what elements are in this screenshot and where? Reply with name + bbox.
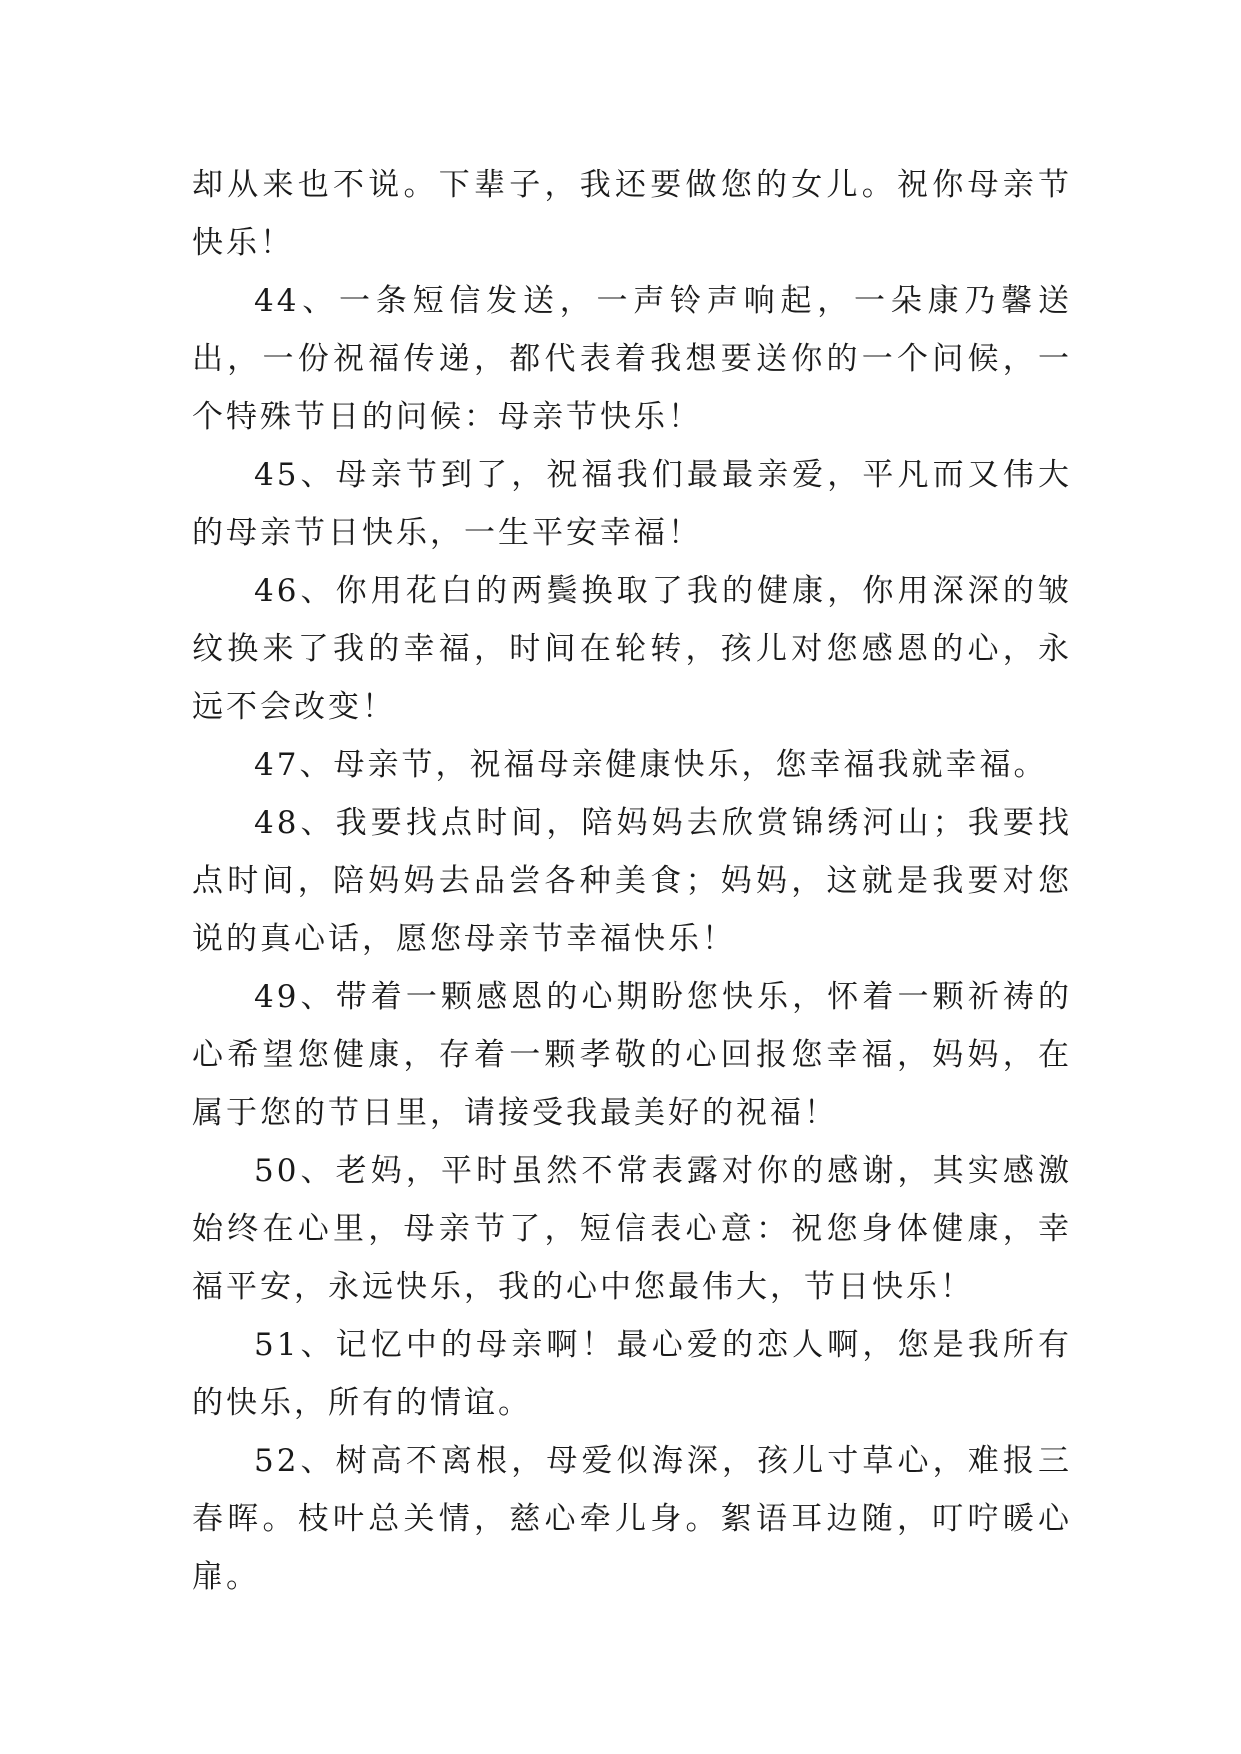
- paragraph-item-49: 49、带着一颗感恩的心期盼您快乐，怀着一颗祈祷的心希望您健康，存着一颗孝敬的心回报您幸福，妈妈，在属于您的节日里，请接受我最美好的祝福！: [192, 979, 1072, 1131]
- paragraph-item-47: 47、母亲节，祝福母亲健康快乐，您幸福我就幸福。: [254, 747, 1048, 783]
- document-body: [192, 156, 1072, 1606]
- paragraph-item-51: 51、记忆中的母亲啊！最心爱的恋人啊，您是我所有的快乐，所有的情谊。: [192, 1327, 1072, 1421]
- paragraph-item-48: 48、我要找点时间，陪妈妈去欣赏锦绣河山；我要找点时间，陪妈妈去品尝各种美食；妈妈，这就是我要对您说的真心话，愿您母亲节幸福快乐！: [192, 805, 1072, 957]
- paragraph-item-44: 44、一条短信发送，一声铃声响起，一朵康乃馨送出，一份祝福传递，都代表着我想要送你的一个问候，一个特殊节日的问候：母亲节快乐！: [192, 283, 1072, 435]
- paragraph-continuation: 却从来也不说。下辈子，我还要做您的女儿。祝你母亲节快乐！: [192, 167, 1072, 261]
- paragraph-item-50: 50、老妈，平时虽然不常表露对你的感谢，其实感激始终在心里，母亲节了，短信表心意：祝您身体健康，幸福平安，永远快乐，我的心中您最伟大，节日快乐！: [192, 1153, 1072, 1305]
- paragraph-item-46: 46、你用花白的两鬓换取了我的健康，你用深深的皱纹换来了我的幸福，时间在轮转，孩儿对您感恩的心，永远不会改变！: [192, 573, 1072, 725]
- paragraph-item-45: 45、母亲节到了，祝福我们最最亲爱，平凡而又伟大的母亲节日快乐，一生平安幸福！: [192, 457, 1072, 551]
- paragraph-item-52: 52、树高不离根，母爱似海深，孩儿寸草心，难报三春晖。枝叶总关情，慈心牵儿身。絮语耳边随，叮咛暖心扉。: [192, 1443, 1072, 1595]
